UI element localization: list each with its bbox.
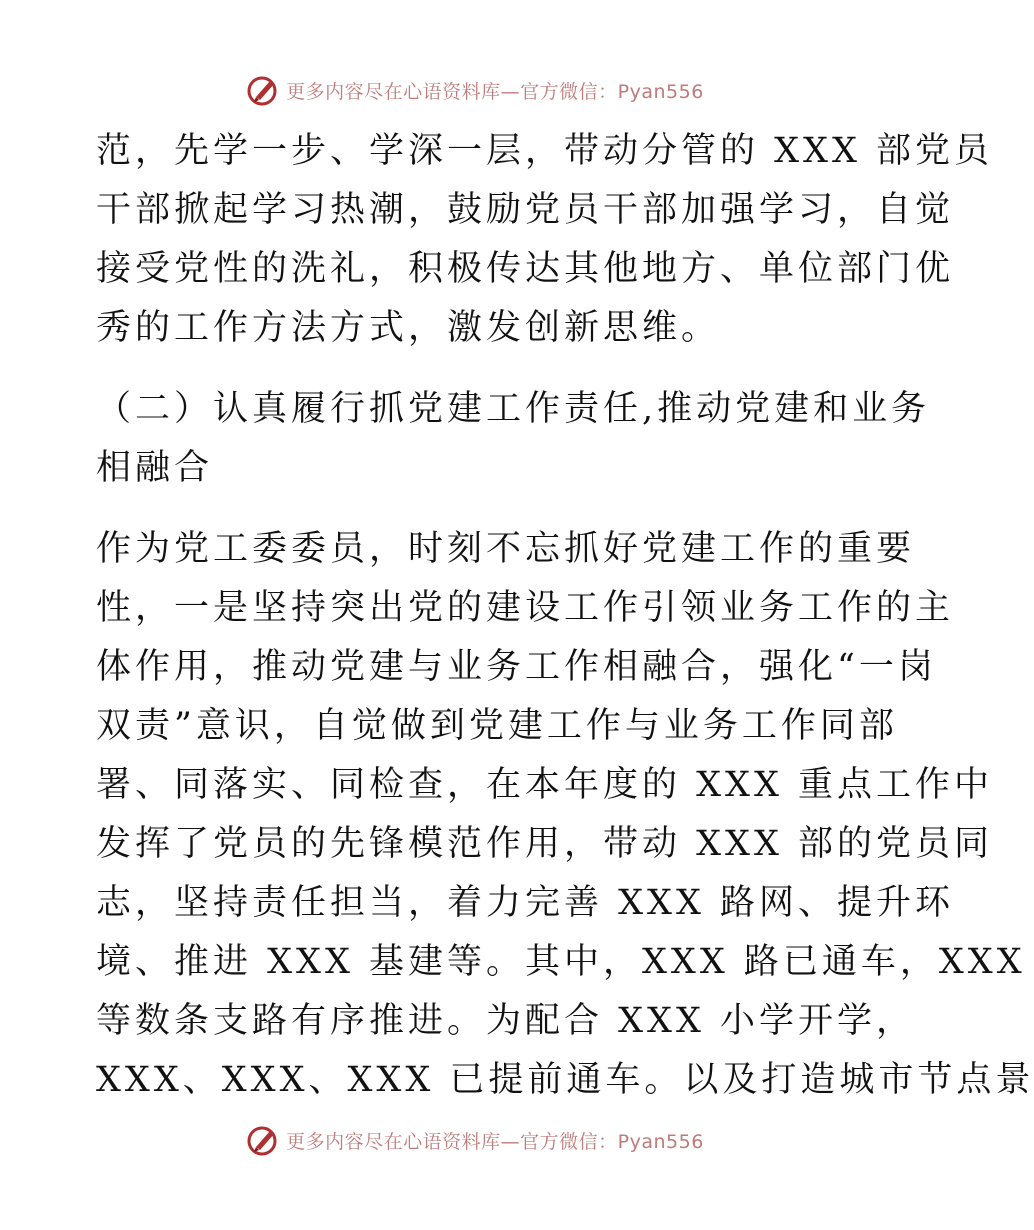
footer-watermark [0,1118,950,1162]
watermark-text: 更多内容尽在心语资料库—官方微信：Pyan556 [286,80,704,103]
text-line: 范，先学一步、学深一层，带动分管的 XXX 部党员 [96,131,994,171]
header-watermark [0,68,950,112]
heading-line: （二）认真履行抓党建工作责任,推动党建和业务 [96,389,931,429]
pen-logo-icon [246,73,280,107]
section-heading [96,380,931,498]
pen-logo-icon [246,1123,280,1157]
text-line: 等数条支路有序推进。为配合 XXX 小学开学， [96,1001,916,1041]
text-line: 发挥了党员的先锋模范作用，带动 XXX 部的党员同 [96,824,994,864]
text-line: 志，坚持责任担当，着力完善 XXX 路网、提升环 [96,883,955,923]
text-line: 署、同落实、同检查，在本年度的 XXX 重点工作中 [96,765,994,805]
text-line: 秀的工作方法方式，激发创新思维。 [96,308,721,348]
text-line: 境、推进 XXX 基建等。其中，XXX 路已通车，XXX [96,942,1026,982]
heading-line: 相融合 [96,448,214,488]
document-body [96,122,1034,1110]
text-line: XXX、XXX、XXX 已提前通车。以及打造城市节点景 [96,1060,1034,1100]
paragraph [96,520,1034,1110]
text-line: 性，一是坚持突出党的建设工作引领业务工作的主 [96,588,955,628]
text-line: 干部掀起学习热潮，鼓励党员干部加强学习，自觉 [96,190,955,230]
watermark-text: 更多内容尽在心语资料库—官方微信：Pyan556 [286,1130,704,1153]
text-line: 体作用，推动党建与业务工作相融合，强化“一岗 [96,647,937,687]
text-line: 作为党工委委员，时刻不忘抓好党建工作的重要 [96,529,916,569]
text-line: 接受党性的洗礼，积极传达其他地方、单位部门优 [96,249,955,289]
paragraph [96,122,994,358]
text-line: 双责”意识，自觉做到党建工作与业务工作同部 [96,706,898,746]
